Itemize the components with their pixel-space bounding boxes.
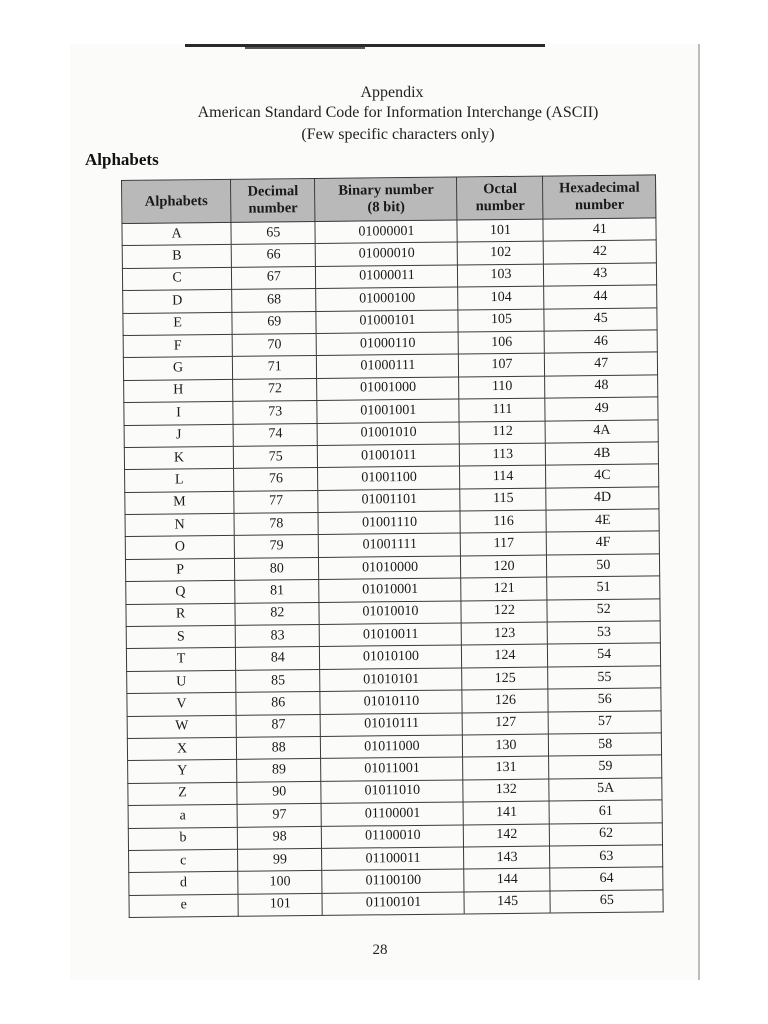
hex-cell: 52 bbox=[547, 599, 660, 623]
octal-cell: 143 bbox=[464, 846, 550, 869]
alphabet-cell: F bbox=[123, 334, 232, 358]
hex-cell: 4A bbox=[546, 419, 659, 443]
decimal-cell: 73 bbox=[233, 401, 318, 424]
decimal-cell: 78 bbox=[234, 513, 319, 536]
header-decimal-line2: number bbox=[248, 200, 298, 217]
binary-cell: 01011010 bbox=[321, 780, 463, 804]
ascii-table bbox=[121, 174, 664, 918]
document-title: American Standard Code for Information Interchange (ASCII) bbox=[197, 104, 599, 121]
octal-cell: 116 bbox=[460, 510, 546, 533]
alphabet-cell: d bbox=[129, 872, 238, 896]
decimal-cell: 69 bbox=[232, 311, 317, 334]
hex-cell: 4E bbox=[546, 509, 659, 533]
header-hex-line2: number bbox=[574, 196, 625, 214]
octal-cell: 104 bbox=[458, 286, 544, 309]
top-rule-shadow bbox=[245, 47, 365, 49]
hex-cell: 55 bbox=[548, 666, 661, 690]
decimal-cell: 81 bbox=[235, 580, 320, 603]
binary-cell: 01011001 bbox=[321, 757, 463, 781]
alphabet-cell: P bbox=[125, 558, 234, 582]
octal-cell: 125 bbox=[462, 667, 548, 690]
hex-cell: 61 bbox=[550, 800, 663, 824]
top-rule bbox=[185, 44, 545, 47]
octal-cell: 124 bbox=[462, 644, 548, 667]
decimal-cell: 72 bbox=[233, 378, 318, 401]
octal-cell: 131 bbox=[463, 756, 549, 779]
header-alphabets bbox=[122, 179, 232, 223]
alphabet-cell: b bbox=[128, 827, 237, 851]
decimal-cell: 83 bbox=[235, 624, 320, 647]
decimal-cell: 70 bbox=[232, 333, 317, 356]
decimal-cell: 86 bbox=[236, 692, 321, 715]
hex-cell: 5A bbox=[549, 778, 662, 802]
hex-cell: 41 bbox=[543, 218, 656, 242]
alphabet-cell: B bbox=[122, 245, 231, 269]
binary-cell: 01010001 bbox=[319, 578, 461, 602]
hex-cell: 42 bbox=[544, 240, 657, 264]
hex-cell: 47 bbox=[545, 352, 658, 376]
header-hexadecimal bbox=[543, 175, 656, 219]
binary-cell: 01010111 bbox=[321, 713, 463, 737]
alphabet-cell: J bbox=[124, 424, 233, 448]
decimal-cell: 97 bbox=[237, 804, 322, 827]
binary-cell: 01001001 bbox=[317, 399, 459, 423]
hex-cell: 59 bbox=[549, 755, 662, 779]
alphabet-cell: A bbox=[122, 222, 231, 246]
octal-cell: 144 bbox=[464, 868, 550, 891]
decimal-cell: 66 bbox=[231, 244, 316, 267]
hex-cell: 4C bbox=[546, 464, 659, 488]
octal-cell: 107 bbox=[459, 353, 545, 376]
octal-cell: 141 bbox=[464, 801, 550, 824]
alphabet-cell: V bbox=[127, 693, 236, 717]
binary-cell: 01000101 bbox=[316, 310, 458, 334]
binary-cell: 01100011 bbox=[322, 847, 464, 871]
binary-cell: 01001110 bbox=[318, 511, 460, 535]
octal-cell: 142 bbox=[464, 824, 550, 847]
hex-cell: 54 bbox=[548, 643, 661, 667]
binary-cell: 01001000 bbox=[317, 377, 459, 401]
hex-cell: 43 bbox=[544, 263, 657, 287]
alphabet-cell: K bbox=[124, 446, 233, 470]
binary-cell: 01010100 bbox=[320, 645, 462, 669]
alphabet-cell: M bbox=[125, 491, 234, 515]
octal-cell: 110 bbox=[459, 376, 545, 399]
binary-cell: 01000110 bbox=[317, 332, 459, 356]
decimal-cell: 85 bbox=[236, 669, 321, 692]
alphabet-cell: U bbox=[127, 670, 236, 694]
binary-cell: 01010000 bbox=[319, 556, 461, 580]
alphabet-cell: I bbox=[124, 401, 233, 425]
binary-cell: 01000011 bbox=[316, 265, 458, 289]
decimal-cell: 100 bbox=[238, 871, 323, 894]
binary-cell: 01001011 bbox=[318, 444, 460, 468]
alphabet-cell: X bbox=[127, 737, 236, 761]
binary-cell: 01010110 bbox=[320, 690, 462, 714]
binary-cell: 01000010 bbox=[316, 242, 458, 266]
alphabet-cell: e bbox=[129, 894, 238, 918]
octal-cell: 132 bbox=[463, 779, 549, 802]
alphabet-cell: G bbox=[123, 357, 232, 381]
binary-cell: 01001111 bbox=[319, 533, 461, 557]
hex-cell: 4B bbox=[546, 442, 659, 466]
decimal-cell: 74 bbox=[233, 423, 318, 446]
decimal-cell: 80 bbox=[235, 557, 320, 580]
binary-cell: 01001101 bbox=[318, 489, 460, 513]
decimal-cell: 75 bbox=[233, 445, 318, 468]
octal-cell: 127 bbox=[463, 712, 549, 735]
octal-cell: 115 bbox=[460, 488, 546, 511]
decimal-cell: 76 bbox=[234, 468, 319, 491]
hex-cell: 53 bbox=[548, 621, 661, 645]
decimal-cell: 68 bbox=[232, 289, 317, 312]
section-title: Alphabets bbox=[85, 150, 159, 169]
decimal-cell: 87 bbox=[236, 714, 321, 737]
octal-cell: 102 bbox=[458, 241, 544, 264]
binary-cell: 01100100 bbox=[322, 869, 464, 893]
octal-cell: 105 bbox=[458, 309, 544, 332]
alphabet-cell: W bbox=[127, 715, 236, 739]
hex-cell: 45 bbox=[544, 307, 657, 331]
binary-cell: 01100101 bbox=[322, 892, 464, 916]
binary-cell: 01001100 bbox=[318, 466, 460, 490]
header-binary-line2: (8 bit) bbox=[367, 199, 406, 216]
octal-cell: 113 bbox=[460, 443, 546, 466]
document-subtitle: (Few specific characters only) bbox=[301, 126, 495, 143]
hex-cell: 46 bbox=[545, 330, 658, 354]
decimal-cell: 88 bbox=[236, 736, 321, 759]
octal-cell: 111 bbox=[459, 398, 545, 421]
decimal-cell: 67 bbox=[232, 266, 317, 289]
binary-cell: 01000001 bbox=[315, 220, 457, 244]
alphabet-cell: Z bbox=[128, 782, 237, 806]
decimal-cell: 82 bbox=[235, 602, 320, 625]
decimal-cell: 98 bbox=[237, 826, 322, 849]
header-octal bbox=[457, 176, 543, 220]
octal-cell: 101 bbox=[457, 219, 543, 242]
hex-cell: 48 bbox=[545, 375, 658, 399]
hex-cell: 63 bbox=[550, 845, 663, 869]
header-octal-line2: number bbox=[475, 197, 525, 215]
hex-cell: 57 bbox=[549, 710, 662, 734]
hex-cell: 64 bbox=[550, 867, 663, 891]
hex-cell: 62 bbox=[550, 822, 663, 846]
binary-cell: 01000111 bbox=[317, 354, 459, 378]
hex-cell: 4D bbox=[546, 487, 659, 511]
table-header-row bbox=[122, 175, 656, 224]
decimal-cell: 77 bbox=[234, 490, 319, 513]
binary-cell: 01010011 bbox=[320, 623, 462, 647]
alphabet-cell: O bbox=[125, 536, 234, 560]
binary-cell: 01100001 bbox=[321, 802, 463, 826]
alphabet-cell: C bbox=[122, 267, 231, 291]
binary-cell: 01010101 bbox=[320, 668, 462, 692]
header-decimal bbox=[231, 178, 316, 222]
octal-cell: 114 bbox=[460, 465, 546, 488]
alphabet-cell: Y bbox=[128, 760, 237, 784]
hex-cell: 4F bbox=[547, 531, 660, 555]
header-binary bbox=[315, 177, 457, 221]
binary-cell: 01010010 bbox=[319, 601, 461, 625]
decimal-cell: 90 bbox=[237, 781, 322, 804]
alphabet-cell: a bbox=[128, 804, 237, 828]
hex-cell: 49 bbox=[545, 397, 658, 421]
decimal-cell: 89 bbox=[237, 759, 322, 782]
header-hex-line1: Hexadecimal bbox=[558, 179, 640, 197]
octal-cell: 121 bbox=[461, 577, 547, 600]
alphabet-cell: S bbox=[126, 625, 235, 649]
page-number: 28 bbox=[372, 942, 388, 958]
alphabet-cell: R bbox=[126, 603, 235, 627]
alphabet-cell: N bbox=[125, 513, 234, 537]
octal-cell: 117 bbox=[461, 533, 547, 556]
octal-cell: 106 bbox=[459, 331, 545, 354]
header-alphabets-label: Alphabets bbox=[144, 192, 208, 210]
octal-cell: 103 bbox=[458, 264, 544, 287]
decimal-cell: 84 bbox=[236, 647, 321, 670]
alphabet-cell: D bbox=[123, 290, 232, 314]
octal-cell: 112 bbox=[460, 421, 546, 444]
ascii-table-body bbox=[122, 218, 663, 918]
header-binary-line1: Binary number bbox=[338, 181, 434, 199]
decimal-cell: 99 bbox=[238, 848, 323, 871]
hex-cell: 65 bbox=[550, 890, 663, 914]
octal-cell: 120 bbox=[461, 555, 547, 578]
octal-cell: 123 bbox=[462, 622, 548, 645]
header-octal-line1: Octal bbox=[483, 180, 518, 198]
octal-cell: 122 bbox=[461, 600, 547, 623]
binary-cell: 01001010 bbox=[317, 421, 459, 445]
alphabet-cell: L bbox=[125, 469, 234, 493]
binary-cell: 01011000 bbox=[321, 735, 463, 759]
hex-cell: 56 bbox=[548, 688, 661, 712]
decimal-cell: 101 bbox=[238, 893, 323, 916]
decimal-cell: 65 bbox=[231, 221, 316, 244]
hex-cell: 58 bbox=[549, 733, 662, 757]
alphabet-cell: E bbox=[123, 312, 232, 336]
octal-cell: 145 bbox=[464, 891, 550, 914]
alphabet-cell: Q bbox=[126, 581, 235, 605]
header-decimal-line1: Decimal bbox=[247, 183, 299, 200]
binary-cell: 01100010 bbox=[322, 824, 464, 848]
hex-cell: 51 bbox=[547, 576, 660, 600]
decimal-cell: 79 bbox=[234, 535, 319, 558]
alphabet-cell: H bbox=[124, 379, 233, 403]
octal-cell: 130 bbox=[463, 734, 549, 757]
alphabet-cell: T bbox=[126, 648, 235, 672]
binary-cell: 01000100 bbox=[316, 287, 458, 311]
hex-cell: 44 bbox=[544, 285, 657, 309]
hex-cell: 50 bbox=[547, 554, 660, 578]
decimal-cell: 71 bbox=[232, 356, 317, 379]
alphabet-cell: c bbox=[129, 849, 238, 873]
octal-cell: 126 bbox=[462, 689, 548, 712]
appendix-heading: Appendix bbox=[360, 84, 424, 101]
